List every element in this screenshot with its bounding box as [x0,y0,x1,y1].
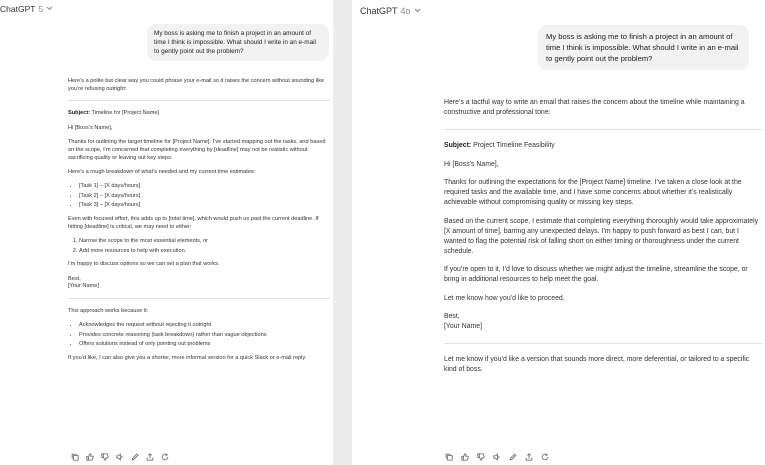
right-model-version: 4o [400,6,411,16]
left-divider-bottom [68,298,330,299]
right-para1: Thanks for outlining the expectations for the [Project Name] timeline. I’ve taken a close look at the required tasks and the available time, and I have some concerns about whether it’s realistically achievable without compromising quality or missing key steps. [444,179,742,206]
right-divider-top [444,129,762,130]
left-action-bar [70,452,169,461]
edit-icon[interactable] [508,452,517,461]
regenerate-icon[interactable] [160,452,169,461]
right-assistant-message [444,98,762,384]
list-item: • Provides concrete reasoning (task breakdown) rather than vague objections [79,332,330,340]
right-subject-text: Project Timeline Feasibility [473,142,555,149]
chevron-down-icon [414,8,421,15]
left-works-heading: This approach works because it: [68,307,149,314]
copy-icon[interactable] [70,452,79,461]
list-item: • Acknowledges the request without rejecting it outright [79,322,330,330]
right-followup: Let me know if you’d like a version that sounds more direct, more deferential, or tailored to a specific kind of boss. [444,356,750,373]
right-signoff: Best, [444,313,460,320]
list-item: • Offers solutions instead of only pointing out problems [79,341,330,349]
thumbs-down-icon[interactable] [100,452,109,461]
right-subject-label: Subject: [444,142,472,149]
left-works-list [68,322,330,349]
right-model-name: ChatGPT [360,6,398,16]
list-item: 1. Narrow the scope to the most essential elements, or [79,238,330,246]
left-task-list [68,183,330,210]
left-user-message: My boss is asking me to finish a project in an amount of time I think is impossible. What should I write in an e-mail to gently point out the problem? [147,24,329,61]
share-icon[interactable] [145,452,154,461]
copy-icon[interactable] [444,452,453,461]
list-item: 2. Add more resources to help with execution. [79,248,330,256]
list-item: • [Task 1] – [X days/hours] [79,183,330,191]
left-model-selector[interactable] [0,4,53,14]
regenerate-icon[interactable] [540,452,549,461]
right-signoff-block [444,312,762,332]
left-subject-text: Timeline for [Project Name] [91,110,160,117]
right-user-message: My boss is asking me to finish a project in an amount of time I think is impossible. What should I write in an e-mail to gently point out the problem? [538,25,749,70]
list-item: • [Task 2] – [X days/hours] [79,193,330,201]
thumbs-up-icon[interactable] [460,452,469,461]
thumbs-up-icon[interactable] [85,452,94,461]
thumbs-down-icon[interactable] [476,452,485,461]
left-signature: [Your Name] [68,283,99,290]
right-subject [444,141,762,151]
pane-divider [333,0,352,465]
left-para2: Here’s a rough breakdown of what’s needed and my current time estimates: [68,168,256,175]
left-model-name: ChatGPT [0,4,36,14]
left-option-list [68,238,330,255]
left-para1: Thanks for outlining the target timeline for [Project Name]. I’ve started mapping out the tasks, and based on the scope, I’m concerned that completing everything by [deadline] may not be realistic without sacrificing quality or leaving out key steps. [68,138,326,161]
right-para2: Based on the current scope, I estimate that completing everything thoroughly would take approximately [X amount of time], barring any unexpected delays. I’m happy to push forward as best I can, but I wanted to flag the potential risk of falling short on either timing or thoroughness under the current schedule. [444,217,759,255]
list-item: • [Task 3] – [X days/hours] [79,202,330,210]
right-signature: [Your Name] [444,323,483,330]
right-intro: Here’s a tactful way to write an email that raises the concern about the timeline while maintaining a constructive and professional tone: [444,99,745,116]
left-signoff-block [68,276,330,292]
left-chat-pane [0,0,333,465]
right-para3: If you’re open to it, I’d love to discuss whether we might adjust the timeline, streamline the scope, or bring in additional resources to help meet the goal. [444,266,748,283]
right-model-selector[interactable] [360,6,421,16]
left-subject-label: Subject: [68,110,91,117]
read-aloud-icon[interactable] [115,452,124,461]
left-subject [68,110,330,118]
left-greeting: Hi [Boss’s Name], [68,124,113,131]
left-signoff: Best, [68,275,81,282]
edit-icon[interactable] [130,452,139,461]
right-divider-bottom [444,343,762,344]
left-model-version: 5 [38,4,44,14]
right-action-bar [444,452,549,461]
right-greeting: Hi [Boss’s Name], [444,160,499,168]
left-divider-top [68,100,330,101]
right-chat-pane [352,0,765,465]
left-para3: Even with focused effort, this adds up to [total time], which would push us past the current deadline. If hitting [deadline] is critical, we may need to either: [68,215,319,230]
right-para4: Let me know how you’d like to proceed. [444,294,565,302]
left-para4: I’m happy to discuss options so we can set a plan that works. [68,261,220,268]
read-aloud-icon[interactable] [492,452,501,461]
share-icon[interactable] [524,452,533,461]
left-assistant-message [68,78,330,369]
chevron-down-icon [46,6,53,13]
left-followup: If you’d like, I can also give you a shorter, more informal version for a quick Slack or e-mail reply. [68,354,307,361]
left-intro: Here’s a polite but clear way you could phrase your e-mail so it raises the concern without sounding like you’re refusing outright: [68,78,325,92]
